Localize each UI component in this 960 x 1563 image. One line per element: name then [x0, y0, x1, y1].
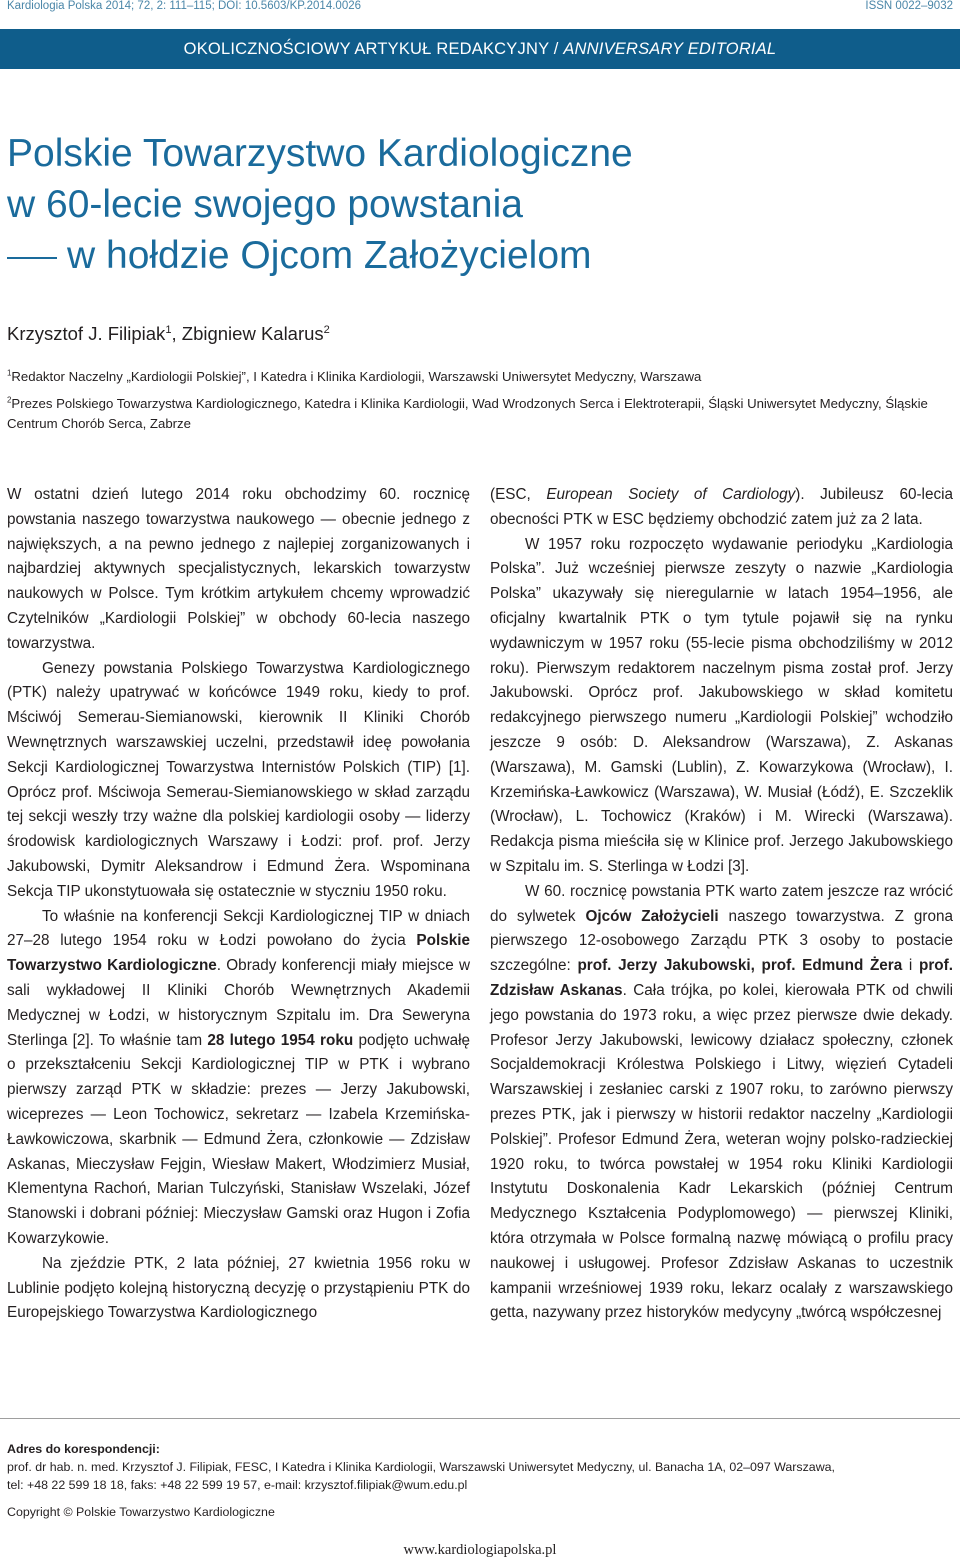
article-title [7, 128, 953, 281]
copyright: Copyright © Polskie Towarzystwo Kardiologiczne [7, 1505, 275, 1519]
correspondence-heading: Adres do korespondencji: [7, 1442, 160, 1456]
author-sep: , [171, 323, 182, 344]
citation: Kardiologia Polska 2014; 72, 2: 111–115; DOI: 10.5603/KP.2014.0026 [7, 0, 362, 12]
right-p1-italic: European Society of Cardiology [546, 486, 796, 503]
affiliation-1-text: Redaktor Naczelny „Kardiologii Polskiej”, I Katedra i Klinika Kardiologii, Warszawski Uniwersytet Medyczny, Warszawa [11, 369, 702, 384]
affiliation-2 [7, 394, 953, 434]
right-p3-text-c: naszego towarzystwa. Z grona pierwszego 12-osobowego Zarządu PTK 3 osoby to postacie szczególne: [490, 907, 953, 975]
correspondence-line-2: tel: +48 22 599 18 18, faks: +48 22 599 19 57, e-mail: krzysztof.filipiak@wum.edu.pl [7, 1478, 468, 1492]
affiliation-1-num: 1 [7, 368, 12, 378]
left-p3-text-a: To właśnie na konferencji Sekcji Kardiologicznej TIP w dniach 27–28 lutego 1954 roku w Łodzi powołano do życia [7, 907, 470, 950]
website: www.kardiologiapolska.pl [403, 1542, 557, 1558]
section-label-pl: OKOLICZNOŚCIOWY ARTYKUŁ REDAKCYJNY / [183, 39, 564, 58]
author-2-affil: 2 [323, 323, 330, 336]
author-2: Zbigniew Kalarus [181, 323, 324, 344]
right-p1-text-c: ). Jubileusz 60-lecia obecności PTK w ESC będziemy obchodzić zatem już za 2 lata. [490, 486, 954, 528]
right-p1-text-a: (ESC, [490, 486, 547, 503]
issn: ISSN 0022–9032 [865, 0, 953, 12]
right-p3-text-e: i [902, 957, 919, 975]
right-paragraph-3 [490, 880, 953, 1326]
body-columns [7, 483, 953, 1326]
column-left [7, 483, 470, 1326]
affiliation-2-text: Prezes Polskiego Towarzystwa Kardiologicznego, Katedra i Klinika Kardiologii, Wad Wrodzonych Serca i Elektroterapii, Śląski Uniwersytet Medyczny, Śląskie Centrum Chorób Serca, Zabrze [7, 396, 928, 431]
left-p3-text-e: podjęto uchwałę o przekształceniu Sekcji Kardiologicznej TIP w PTK i wybrano pierwszy zarząd PTK w składzie: prezes — Jerzy Jakubowski, wiceprezes — Leon Tochowicz, sekretarz — Izabela Krzemińska-Ławkowiczowa, skarbnik — Edmund Żera, członkowie — Zdzisław Askanas, Mieczysław Fejgin, Wiesław Makert, Włodzimierz Musiał, Klementyna Rachoń, Marian Tulczyński, Stanisław Wszelaki, Józef Stanowski i dobrani później: Mieczysław Gamski oraz Hugon i Zofia Kowarzykowie. [7, 1031, 471, 1247]
title-line-2: w 60-lecie swojego powstania [7, 183, 523, 226]
left-p3-bold-date: 28 lutego 1954 roku [207, 1031, 354, 1049]
left-paragraph-3 [7, 905, 470, 1252]
left-p3-bold-society: Polskie Towarzystwo Kardiologiczne [7, 932, 470, 975]
affiliation-2-num: 2 [7, 395, 12, 405]
left-paragraph-2: Genezy powstania Polskiego Towarzystwa Kardiologicznego (PTK) należy upatrywać w końcówce 1949 roku, kiedy to prof. Mściwój Semerau-Siemianowski, kierownik II Kliniki Chorób Wewnętrznych warszawskiej uczelni, przedstawił ideę powołania Sekcji Kardiologicznej Towarzystwa Internistów Polskich (TIP) [1]. Oprócz prof. Mściwoja Semerau-Siemianowskiego w skład zarządu tej sekcji weszły trzy ważne dla polskiej kardiologii osoby — liderzy środowisk kardiologicznych Warszawy i Łodzi: prof. prof. Jerzy Jakubowski, Dymitr Aleksandrow i Edmund Żera. Wspominana Sekcja TIP ukonstytuowała się ostatecznie w styczniu 1950 roku. [7, 659, 470, 900]
left-p3-text-c: . Obrady konferencji miały miejsce w sali wykładowej II Kliniki Chorób Wewnętrznych Akademii Medycznej w Łodzi, w historycznym Szpitalu im. Dra Seweryna Sterlinga [2]. To właśnie tam [7, 957, 470, 1049]
correspondence [7, 1440, 953, 1494]
section-label-en: ANNIVERSARY EDITORIAL [563, 39, 777, 58]
author-1-affil: 1 [165, 323, 172, 336]
title-line-3: w hołdzie Ojcom Założycielom [67, 234, 592, 277]
right-p3-text-g: . Cała trójka, po kolei, kierowała PTK od chwili jego powstania do 1973 roku, a więc przez pierwsze dwie dekady. Profesor Jerzy Jakubowski, lewicowy działacz społeczny, członek Socjaldemokracji Królestwa Polskiego i Litwy, więzień Cytadeli Warszawskiej i zesłaniec carski z 1907 roku, to zarówno pierwszy prezes PTK, jak i pierwszy w historii redaktor naczelny „Kardiologii Polskiej”. Profesor Edmund Żera, weteran wojny polsko-radzieckiej 1920 roku, to twórca powstałej w 1954 roku Kliniki Kardiologii Instytutu Doskonalenia Kadr Lekarskich (później Centrum Medycznego Kształcenia Podyplomowego) — pierwszej Kliniki, która otrzymała w Polsce formalną nazwę mówiącą o profilu pracy naukowej i usługowej. Profesor Zdzisław Askanas to uczestnik kampanii wrześniowej 1939 roku, lekarz ocalały z warszawskiego getta, nazywany przez historyków medycyny „twórcą współczesnej [490, 981, 953, 1322]
left-paragraph-1: W ostatni dzień lutego 2014 roku obchodzimy 60. rocznicę powstania naszego towarzystwa naukowego — obecnie jednego z największych, a na pewno jednego z najlepiej zorganizowanych i najbardziej aktywnych specjalistycznych, lekarskich towarzystw naukowych w Polsce. Tym krótkim artykułem chcemy wprowadzić Czytelników „Kardiologii Polskiej” w obchody 60-lecia naszego towarzystwa. [7, 486, 470, 652]
right-p3-bold-askanas: prof. Zdzisław Askanas [490, 957, 953, 999]
column-right [490, 483, 953, 1326]
authors [7, 323, 330, 345]
affiliation-1 [7, 367, 953, 387]
footer-rule [0, 1418, 960, 1419]
left-paragraph-4: Na zjeździe PTK, 2 lata później, 27 kwietnia 1956 roku w Lublinie podjęto kolejną historyczną decyzję o przystąpieniu PTK do Europejskiego Towarzystwa Kardiologicznego [7, 1254, 470, 1322]
right-p3-bold-names: prof. Jerzy Jakubowski, prof. Edmund Żera [577, 957, 903, 975]
section-banner [0, 29, 960, 69]
right-p3-bold-founders: Ojców Założycieli [585, 907, 719, 925]
author-1: Krzysztof J. Filipiak [7, 323, 166, 344]
right-paragraph-1 [490, 483, 953, 533]
right-p3-text-a: W 60. rocznicę powstania PTK warto zatem jeszcze raz wrócić do sylwetek [490, 882, 953, 925]
title-dash [7, 257, 57, 259]
title-line-1: Polskie Towarzystwo Kardiologiczne [7, 132, 633, 175]
running-head [7, 0, 953, 16]
correspondence-line-1: prof. dr hab. n. med. Krzysztof J. Filipiak, FESC, I Katedra i Klinika Kardiologii, Warszawski Uniwersytet Medyczny, ul. Banacha 1A, 02–097 Warszawa, [7, 1460, 835, 1474]
right-paragraph-2: W 1957 roku rozpoczęto wydawanie periodyku „Kardiologia Polska”. Już wcześniej pierwsze zeszyty o nazwie „Kardiologia Polska” ukazywały się nieregularnie w latach 1954–1956, ale oficjalny kwartalnik PTK o tym tytule pojawił się na rynku wydawniczym w 1957 roku (55-lecie pisma obchodziliśmy w 2012 roku). Pierwszym redaktorem naczelnym pisma został prof. Jerzy Jakubowski. Oprócz prof. Jakubowskiego w skład komitetu redakcyjnego pierwszego numeru „Kardiologii Polskiej” wchodziło jeszcze 9 osób: D. Aleksandrow (Warszawa), Z. Askanas (Warszawa), M. Gamski (Lublin), Z. Kowarzykowa (Wrocław), I. Krzemińska-Ławkowicz (Warszawa), W. Musiał (Łódź), E. Szczeklik (Wrocław), L. Tochowicz (Kraków) i M. Wirecki (Warszawa). Redakcja pisma mieściła się w Klinice prof. Jerzego Jakubowskiego w Szpitalu im. S. Sterlinga w Łodzi [3]. [490, 535, 953, 875]
